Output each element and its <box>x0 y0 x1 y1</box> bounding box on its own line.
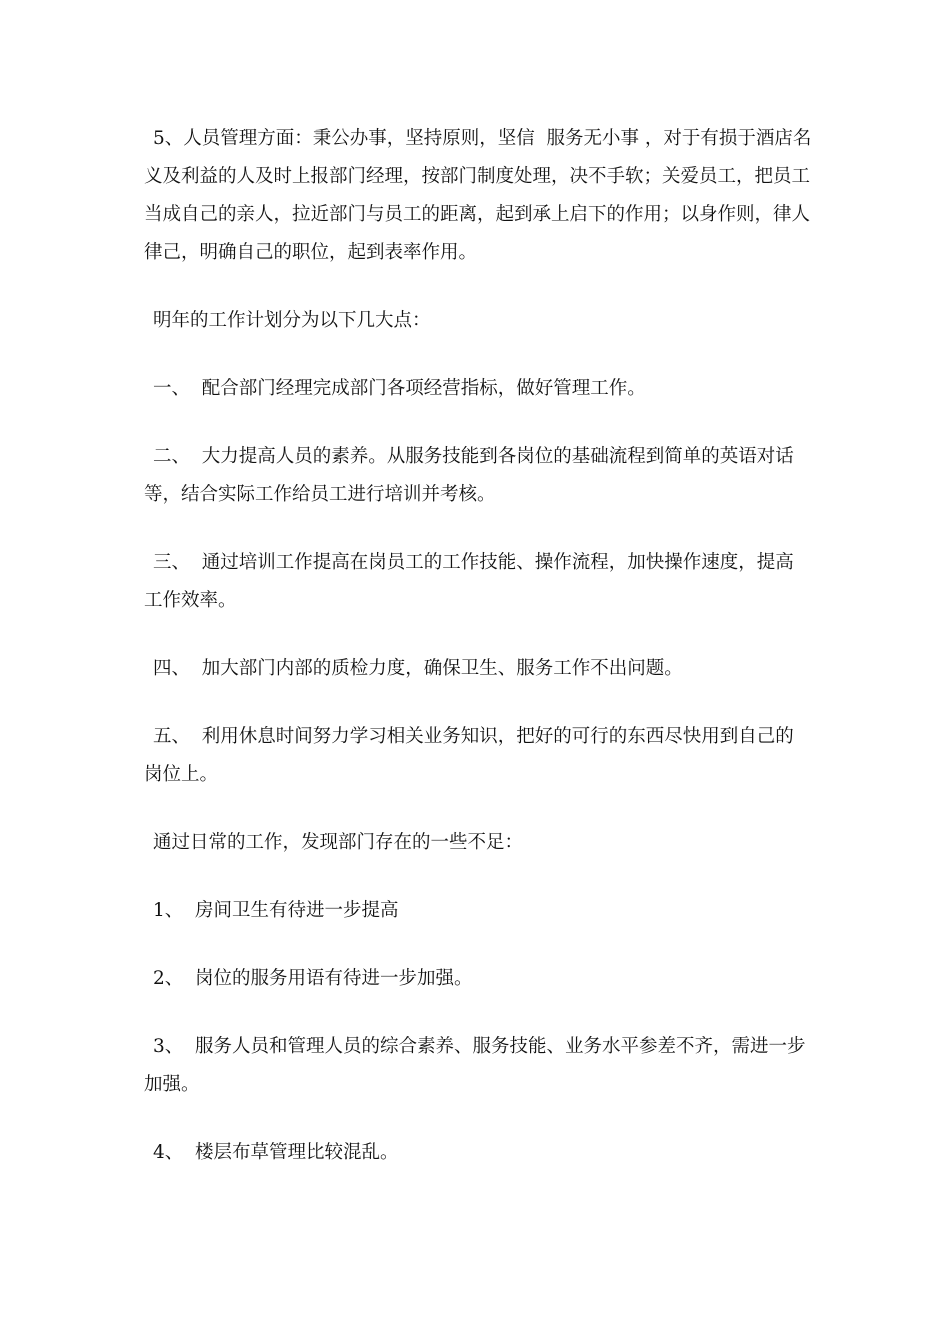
plan-item-2: 二、 大力提高人员的素养。从服务技能到各岗位的基础流程到简单的英语对话等，结合实际工作给员工进行培训并考核。 <box>144 446 794 505</box>
shortcoming-item-3: 3、 服务人员和管理人员的综合素养、服务技能、业务水平参差不齐，需进一步加强。 <box>144 1036 806 1095</box>
plan-item-4: 四、 加大部门内部的质检力度，确保卫生、服务工作不出问题。 <box>153 658 683 679</box>
plan-item-3: 三、 通过培训工作提高在岗员工的工作技能、操作流程，加快操作速度，提高工作效率。 <box>144 552 794 611</box>
shortcoming-item-1: 1、 房间卫生有待进一步提高 <box>153 900 399 921</box>
shortcoming-item-2: 2、 岗位的服务用语有待进一步加强。 <box>153 968 473 989</box>
shortcoming-item-4: 4、 楼层布草管理比较混乱。 <box>153 1142 399 1163</box>
paragraph-plan-intro: 明年的工作计划分为以下几大点： <box>153 310 431 331</box>
plan-item-1: 一、 配合部门经理完成部门各项经营指标，做好管理工作。 <box>153 378 646 399</box>
document-body <box>144 120 812 1202</box>
paragraph-staff-management: 5、人员管理方面：秉公办事，坚持原则，坚信 服务无小事 ，对于有损于酒店名义及利益的人及时上报部门经理，按部门制度处理，决不手软；关爱员工，把员工当成自己的亲人，拉近部门与员工的距离，起到承上启下的作用；以身作则，律人律己，明确自己的职位，起到表率作用。 <box>144 128 812 263</box>
plan-item-5: 五、 利用休息时间努力学习相关业务知识，把好的可行的东西尽快用到自己的岗位上。 <box>144 726 794 785</box>
paragraph-shortcomings-intro: 通过日常的工作，发现部门存在的一些不足： <box>153 832 524 853</box>
